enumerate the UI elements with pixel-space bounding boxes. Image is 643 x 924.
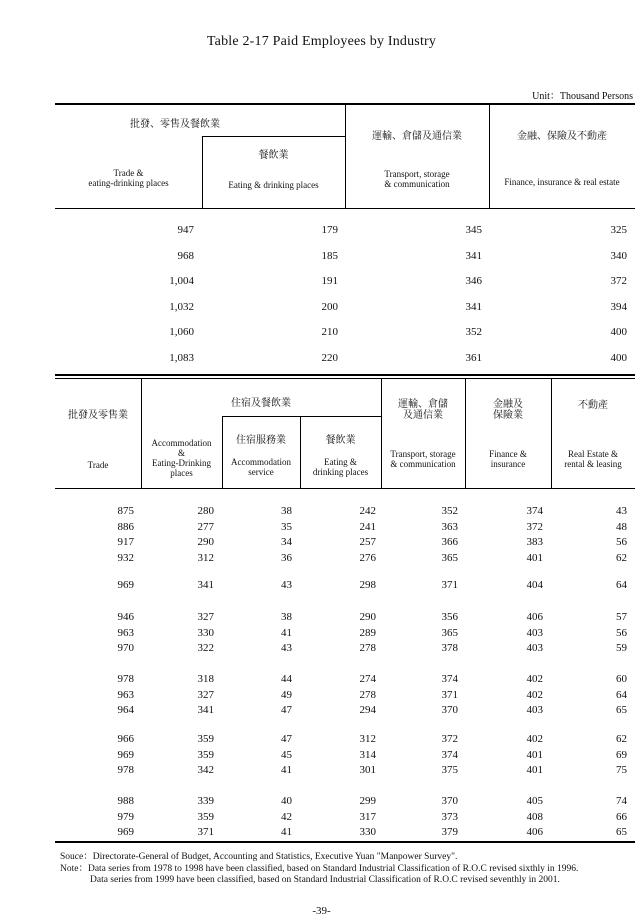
page-number: -39- (312, 905, 331, 917)
table-cell: 47 (281, 704, 292, 716)
table-cell: 35 (281, 520, 292, 533)
table-row (0, 733, 643, 745)
table-cell: 290 (359, 611, 376, 623)
table-cell: 400 (610, 326, 627, 338)
t2-eating-zh: 餐飲業 (325, 435, 356, 446)
table-cell: 402 (526, 673, 543, 685)
t2-accom-service-en-line: service (248, 467, 274, 477)
table-cell: 969 (117, 826, 134, 838)
table-cell: 371 (197, 826, 214, 838)
table-cell: 969 (117, 579, 134, 591)
table-cell: 405 (526, 795, 543, 807)
table-cell: 317 (359, 810, 376, 823)
t2-finance-zh (465, 399, 551, 421)
table-cell: 875 (117, 505, 134, 517)
table-cell: 1,032 (169, 300, 194, 313)
table-cell: 374 (441, 673, 458, 685)
table-cell: 47 (281, 733, 292, 745)
t2-eating-en-line: drinking places (312, 467, 369, 477)
table-cell: 404 (526, 579, 543, 591)
table-row (0, 642, 643, 654)
table-cell: 979 (117, 810, 134, 823)
table-cell: 359 (197, 748, 214, 761)
table-cell: 917 (117, 536, 134, 548)
t2-accom-en-line: Eating-Drinking (152, 458, 211, 468)
table-row (0, 579, 643, 591)
table-cell: 340 (610, 249, 627, 262)
table-cell: 373 (441, 810, 458, 823)
table-row (0, 826, 643, 838)
table-row (0, 521, 643, 533)
table-cell: 301 (359, 764, 376, 776)
table-cell: 65 (616, 704, 627, 716)
table-cell: 74 (616, 795, 627, 807)
table-row (0, 704, 643, 716)
table-cell: 371 (441, 579, 458, 591)
table-cell: 36 (281, 551, 292, 564)
footnote-line: Data series from 1999 have been classified, based on Standard Industrial Classification of R.O.C revised seventhly in 2001. (90, 875, 560, 885)
table-cell: 49 (281, 688, 292, 701)
table-cell: 968 (177, 249, 194, 262)
t2-finance-en-line: insurance (490, 459, 526, 469)
table-cell: 966 (117, 733, 134, 745)
t2-trade-zh: 批發及零售業 (68, 410, 128, 421)
t1-transport-en (345, 169, 489, 189)
t2-transport-zh-line: 運輸、倉儲 (398, 399, 448, 410)
table-cell: 294 (359, 704, 376, 716)
table-cell: 402 (526, 688, 543, 701)
table-cell: 375 (441, 764, 458, 776)
table-cell: 403 (526, 626, 543, 639)
table-cell: 290 (197, 536, 214, 548)
table-2-sub-rule (222, 416, 381, 417)
t2-accom-service-en-line: Accommodation (231, 457, 291, 467)
table-cell: 242 (359, 505, 376, 517)
table-row (0, 673, 643, 685)
table-cell: 403 (526, 642, 543, 654)
table-cell: 372 (526, 520, 543, 533)
table-cell: 361 (465, 351, 482, 364)
table-cell: 59 (616, 642, 627, 654)
table-row (0, 505, 643, 517)
t1-transport-zh: 運輸、倉儲及通信業 (372, 131, 462, 142)
table-cell: 366 (441, 536, 458, 548)
table-cell: 372 (610, 275, 627, 287)
table-cell: 363 (441, 520, 458, 533)
table-cell: 75 (616, 764, 627, 776)
table-cell: 274 (359, 673, 376, 685)
table-cell: 403 (526, 704, 543, 716)
table-cell: 359 (197, 733, 214, 745)
table-cell: 280 (197, 505, 214, 517)
table-cell: 394 (610, 300, 627, 313)
t1-trade-en-line: eating-drinking places (88, 178, 169, 188)
t1-transport-en-line: Transport, storage (384, 169, 450, 179)
table-cell: 57 (616, 611, 627, 623)
table-2-divider (465, 379, 466, 488)
footnote-line: Note：Data series from 1978 to 1998 have been classified, based on Standard Industrial Classification of R.O.C revised sixthly in 1996. (60, 864, 579, 874)
t2-accom-group-zh: 住宿及餐飲業 (231, 398, 291, 409)
t2-accom-en-line: places (170, 468, 193, 478)
table-cell: 38 (281, 505, 292, 517)
table-cell: 370 (441, 795, 458, 807)
table-cell: 44 (281, 673, 292, 685)
table-cell: 371 (441, 688, 458, 701)
table-cell: 963 (117, 626, 134, 639)
table-cell: 65 (616, 826, 627, 838)
table-cell: 341 (197, 704, 214, 716)
table-2-header-rule (55, 488, 635, 489)
t1-eating-en: Eating & drinking places (228, 180, 319, 190)
table-cell: 341 (465, 249, 482, 262)
table-cell: 964 (117, 704, 134, 716)
table-1-sub-rule (202, 136, 345, 137)
table-cell: 1,060 (169, 326, 194, 338)
table-row (0, 811, 643, 823)
table-cell: 352 (441, 505, 458, 517)
table-cell: 62 (616, 551, 627, 564)
table-row (0, 611, 643, 623)
table-2-bottom-rule (55, 841, 635, 843)
table-cell: 42 (281, 810, 292, 823)
table-cell: 289 (359, 626, 376, 639)
table-row (0, 689, 643, 701)
t2-accom-en-line: Accommodation (151, 438, 212, 448)
source-note: Souce：Directorate-General of Budget, Accounting and Statistics, Executive Yuan "Manpower Survey". (60, 852, 458, 862)
table-cell: 62 (616, 733, 627, 745)
table-cell: 38 (281, 611, 292, 623)
table-row (0, 627, 643, 639)
t2-accom-service-zh: 住宿服務業 (236, 435, 286, 446)
t1-finance-zh: 金融、保險及不動產 (517, 131, 607, 142)
t2-finance-zh-line: 金融及 (493, 399, 523, 410)
footnote (60, 864, 578, 886)
table-2-divider (300, 416, 301, 488)
table-cell: 365 (441, 626, 458, 639)
table-1-divider (489, 104, 490, 208)
t2-eating-en (300, 457, 381, 477)
table-cell: 241 (359, 520, 376, 533)
table-cell: 314 (359, 748, 376, 761)
table-2-top-rule (55, 378, 635, 379)
t1-transport-en-line: & communication (384, 179, 450, 189)
table-cell: 339 (197, 795, 214, 807)
table-row (0, 749, 643, 761)
t2-transport-zh (381, 399, 465, 421)
table-cell: 341 (465, 300, 482, 313)
table-cell: 946 (117, 611, 134, 623)
table-cell: 402 (526, 733, 543, 745)
unit-label: Unit：Thousand Persons (532, 91, 633, 102)
table-row (0, 764, 643, 776)
table-cell: 932 (117, 551, 134, 564)
table-cell: 220 (321, 351, 338, 364)
table-cell: 401 (526, 748, 543, 761)
table-cell: 64 (616, 688, 627, 701)
table-cell: 43 (616, 505, 627, 517)
table-cell: 970 (117, 642, 134, 654)
table-cell: 298 (359, 579, 376, 591)
table-row (0, 275, 643, 287)
table-cell: 45 (281, 748, 292, 761)
table-cell: 359 (197, 810, 214, 823)
table-cell: 365 (441, 551, 458, 564)
t2-accom-service-en (222, 457, 300, 477)
table-cell: 379 (441, 826, 458, 838)
t2-accom-en-line: & (177, 448, 185, 458)
table-cell: 345 (465, 224, 482, 236)
table-cell: 276 (359, 551, 376, 564)
t1-trade-zh: 批發、零售及餐飲業 (130, 119, 220, 130)
table-cell: 34 (281, 536, 292, 548)
table-cell: 378 (441, 642, 458, 654)
t2-finance-zh-line: 保險業 (493, 410, 523, 421)
table-cell: 56 (616, 536, 627, 548)
table-cell: 342 (197, 764, 214, 776)
table-1-header-rule (55, 208, 635, 209)
table-row (0, 301, 643, 313)
table-cell: 41 (281, 826, 292, 838)
table-cell: 185 (321, 249, 338, 262)
t2-realestate-en-line: Real Estate & (568, 449, 618, 459)
table-cell: 947 (177, 224, 194, 236)
table-cell: 406 (526, 611, 543, 623)
table-cell: 400 (610, 351, 627, 364)
table-cell: 988 (117, 795, 134, 807)
table-cell: 200 (321, 300, 338, 313)
table-row (0, 552, 643, 564)
table-cell: 330 (359, 826, 376, 838)
table-1-bottom-rule (55, 374, 635, 376)
table-cell: 278 (359, 688, 376, 701)
t2-realestate-zh: 不動產 (578, 400, 608, 411)
table-cell: 277 (197, 520, 214, 533)
t2-transport-zh-line: 及通信業 (403, 410, 443, 421)
t1-trade-en-line: Trade & (113, 168, 144, 178)
table-cell: 963 (117, 688, 134, 701)
table-cell: 352 (465, 326, 482, 338)
table-cell: 312 (359, 733, 376, 745)
t2-transport-en (381, 449, 465, 469)
table-cell: 318 (197, 673, 214, 685)
table-cell: 374 (441, 748, 458, 761)
table-cell: 327 (197, 611, 214, 623)
table-cell: 312 (197, 551, 214, 564)
table-cell: 1,004 (169, 275, 194, 287)
t1-finance-en: Finance, insurance & real estate (504, 177, 620, 187)
table-cell: 406 (526, 826, 543, 838)
table-2-divider (222, 416, 223, 488)
page-title: Table 2-17 Paid Employees by Industry (206, 34, 437, 49)
table-cell: 40 (281, 795, 292, 807)
table-cell: 978 (117, 673, 134, 685)
t2-realestate-en-line: rental & leasing (564, 459, 622, 469)
table-row (0, 352, 643, 364)
table-cell: 374 (526, 505, 543, 517)
table-cell: 278 (359, 642, 376, 654)
table-cell: 408 (526, 810, 543, 823)
table-row (0, 326, 643, 338)
table-cell: 43 (281, 642, 292, 654)
table-cell: 969 (117, 748, 134, 761)
table-cell: 48 (616, 520, 627, 533)
table-cell: 43 (281, 579, 292, 591)
table-cell: 372 (441, 733, 458, 745)
table-cell: 41 (281, 626, 292, 639)
table-cell: 370 (441, 704, 458, 716)
table-cell: 401 (526, 764, 543, 776)
table-cell: 322 (197, 642, 214, 654)
table-cell: 299 (359, 795, 376, 807)
table-cell: 257 (359, 536, 376, 548)
table-cell: 356 (441, 611, 458, 623)
table-cell: 401 (526, 551, 543, 564)
table-row (0, 536, 643, 548)
table-cell: 210 (321, 326, 338, 338)
table-cell: 978 (117, 764, 134, 776)
t2-transport-en-line: & communication (390, 459, 456, 469)
t2-transport-en-line: Transport, storage (390, 449, 456, 459)
table-row (0, 224, 643, 236)
table-cell: 191 (321, 275, 338, 287)
t1-eating-zh: 餐飲業 (258, 150, 289, 161)
t2-realestate-en (551, 449, 635, 469)
table-cell: 1,083 (169, 351, 194, 364)
table-cell: 327 (197, 688, 214, 701)
table-1-divider (345, 104, 346, 208)
table-cell: 341 (197, 579, 214, 591)
table-cell: 886 (117, 520, 134, 533)
table-cell: 64 (616, 579, 627, 591)
table-cell: 69 (616, 748, 627, 761)
table-cell: 56 (616, 626, 627, 639)
t2-finance-en (465, 449, 551, 469)
table-cell: 66 (616, 810, 627, 823)
t2-trade-en: Trade (87, 460, 109, 470)
table-cell: 41 (281, 764, 292, 776)
table-cell: 179 (321, 224, 338, 236)
t1-trade-en (55, 168, 202, 188)
t2-eating-en-line: Eating & (324, 457, 357, 467)
table-cell: 60 (616, 673, 627, 685)
t2-accom-en (141, 438, 222, 478)
table-2-divider (381, 379, 382, 488)
table-cell: 383 (526, 536, 543, 548)
t2-finance-en-line: Finance & (489, 449, 527, 459)
table-row (0, 250, 643, 262)
table-cell: 346 (465, 275, 482, 287)
table-row (0, 795, 643, 807)
table-cell: 325 (610, 224, 627, 236)
table-cell: 330 (197, 626, 214, 639)
